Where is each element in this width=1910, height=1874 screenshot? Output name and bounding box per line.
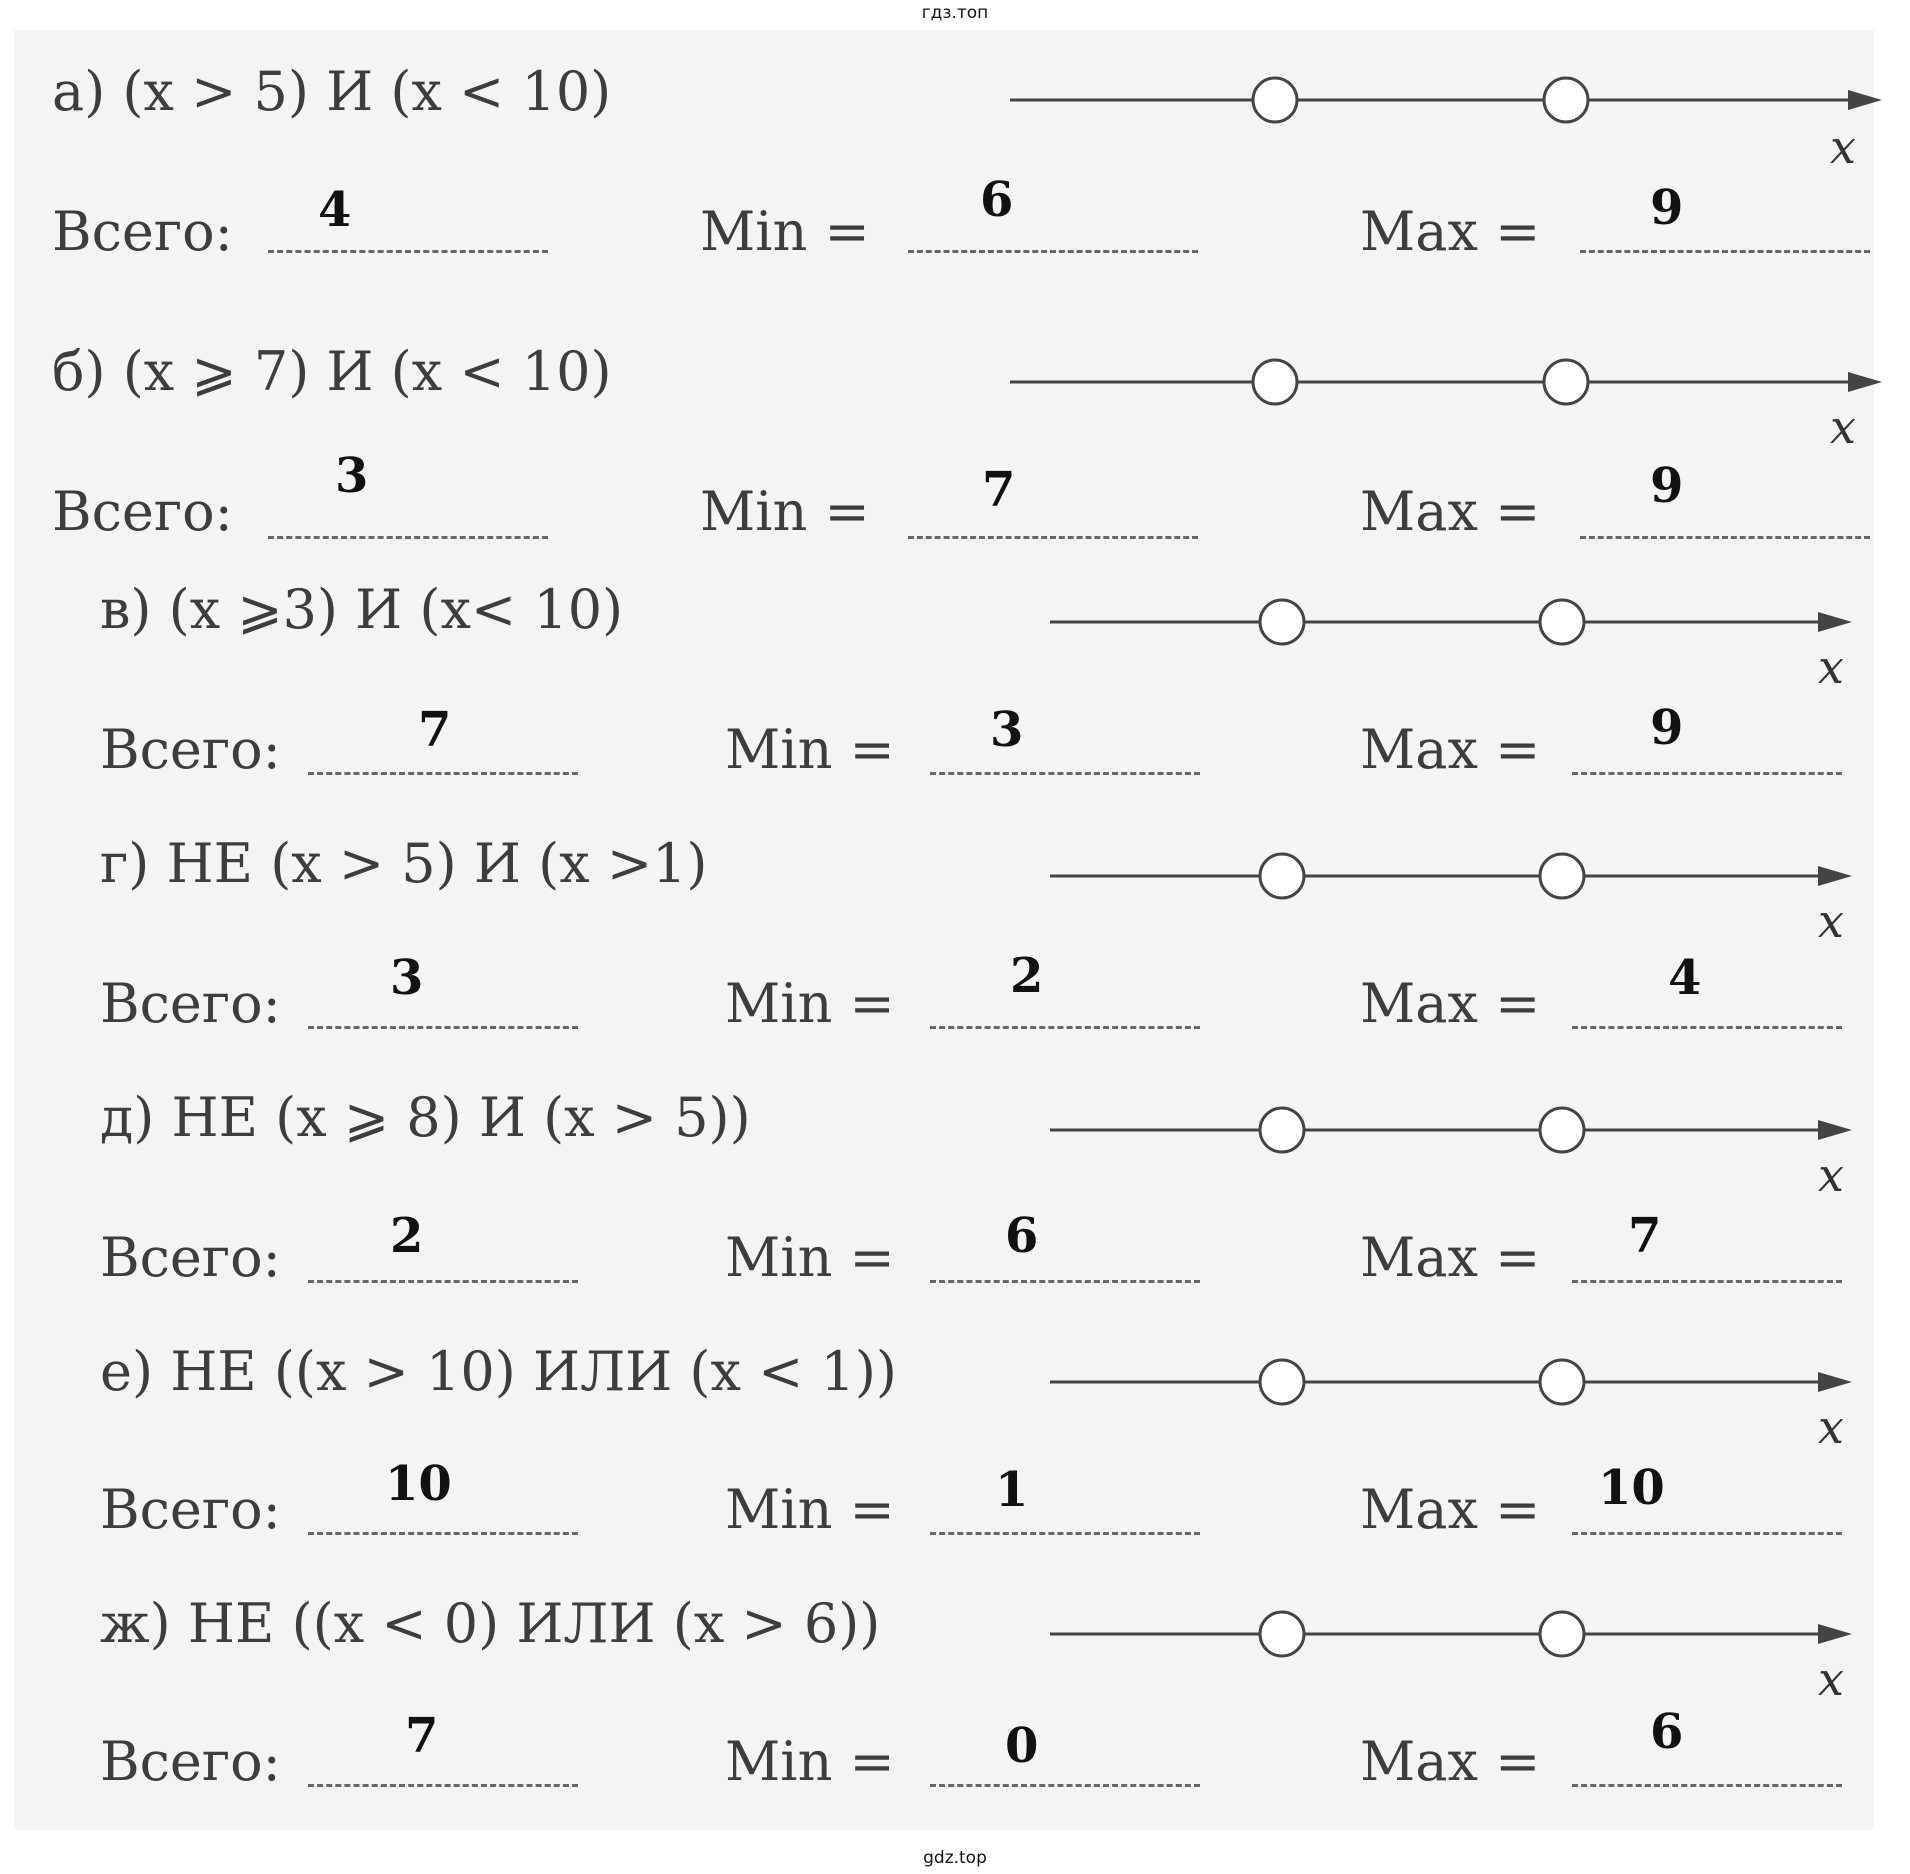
max-blank-b bbox=[1580, 536, 1870, 539]
number-line-a bbox=[1010, 70, 1890, 130]
min-answer-b: 7 bbox=[982, 462, 1016, 518]
number-line-zh bbox=[1050, 1604, 1860, 1664]
max-answer-e: 10 bbox=[1598, 1460, 1665, 1516]
total-blank-g bbox=[308, 1026, 578, 1029]
worksheet bbox=[14, 30, 1874, 1830]
total-answer-v: 7 bbox=[418, 702, 452, 758]
min-answer-g: 2 bbox=[1010, 948, 1044, 1004]
total-blank-v bbox=[308, 772, 578, 775]
total-blank-zh bbox=[308, 1784, 578, 1787]
max-blank-g bbox=[1572, 1026, 1842, 1029]
min-label-g: Min = bbox=[725, 972, 895, 1035]
number-line-e bbox=[1050, 1352, 1860, 1412]
site-footer: gdz.top bbox=[923, 1848, 987, 1868]
axis-label-e: x bbox=[1818, 1400, 1844, 1454]
axis-label-a: x bbox=[1830, 120, 1856, 174]
min-label-b: Min = bbox=[700, 480, 870, 543]
min-answer-d: 6 bbox=[1005, 1208, 1039, 1264]
axis-label-g: x bbox=[1818, 894, 1844, 948]
expression-a: а) (x > 5) И (x < 10) bbox=[52, 60, 612, 123]
max-blank-e bbox=[1572, 1532, 1842, 1535]
max-blank-a bbox=[1580, 250, 1870, 253]
expression-e: е) НЕ ((x > 10) ИЛИ (x < 1)) bbox=[100, 1340, 897, 1403]
max-label-g: Max = bbox=[1360, 972, 1541, 1035]
total-answer-b: 3 bbox=[335, 448, 369, 504]
axis-label-b: x bbox=[1830, 400, 1856, 454]
max-label-b: Max = bbox=[1360, 480, 1541, 543]
axis-label-d: x bbox=[1818, 1148, 1844, 1202]
min-blank-g bbox=[930, 1026, 1200, 1029]
total-blank-a bbox=[268, 250, 548, 253]
total-blank-b bbox=[268, 536, 548, 539]
total-blank-d bbox=[308, 1280, 578, 1283]
min-label-e: Min = bbox=[725, 1478, 895, 1541]
expression-d: д) НЕ (x ⩾ 8) И (x > 5)) bbox=[100, 1086, 751, 1149]
min-blank-d bbox=[930, 1280, 1200, 1283]
total-label-a: Всего: bbox=[52, 200, 233, 263]
max-answer-b: 9 bbox=[1650, 458, 1684, 514]
total-answer-d: 2 bbox=[390, 1208, 424, 1264]
total-blank-e bbox=[308, 1532, 578, 1535]
max-blank-zh bbox=[1572, 1784, 1842, 1787]
max-label-d: Max = bbox=[1360, 1226, 1541, 1289]
max-answer-d: 7 bbox=[1628, 1208, 1662, 1264]
max-blank-v bbox=[1572, 772, 1842, 775]
expression-g: г) НЕ (x > 5) И (x >1) bbox=[100, 832, 708, 895]
number-line-d bbox=[1050, 1100, 1860, 1160]
min-blank-b bbox=[908, 536, 1198, 539]
min-blank-v bbox=[930, 772, 1200, 775]
max-answer-a: 9 bbox=[1650, 180, 1684, 236]
min-label-a: Min = bbox=[700, 200, 870, 263]
total-label-zh: Всего: bbox=[100, 1730, 281, 1793]
min-blank-e bbox=[930, 1532, 1200, 1535]
min-label-zh: Min = bbox=[725, 1730, 895, 1793]
total-label-d: Всего: bbox=[100, 1226, 281, 1289]
max-answer-g: 4 bbox=[1668, 950, 1702, 1006]
max-answer-zh: 6 bbox=[1650, 1704, 1684, 1760]
site-header: гдз.топ bbox=[921, 3, 989, 23]
max-label-v: Max = bbox=[1360, 718, 1541, 781]
total-answer-e: 10 bbox=[385, 1456, 452, 1512]
axis-label-zh: x bbox=[1818, 1652, 1844, 1706]
expression-b: б) (x ⩾ 7) И (x < 10) bbox=[52, 340, 612, 403]
expression-v: в) (x ⩾3) И (x< 10) bbox=[100, 578, 624, 641]
total-label-v: Всего: bbox=[100, 718, 281, 781]
min-answer-zh: 0 bbox=[1005, 1718, 1039, 1774]
max-blank-d bbox=[1572, 1280, 1842, 1283]
min-answer-e: 1 bbox=[995, 1462, 1029, 1518]
max-answer-v: 9 bbox=[1650, 700, 1684, 756]
expression-zh: ж) НЕ ((x < 0) ИЛИ (x > 6)) bbox=[100, 1592, 881, 1655]
min-label-v: Min = bbox=[725, 718, 895, 781]
min-answer-a: 6 bbox=[980, 172, 1014, 228]
total-label-g: Всего: bbox=[100, 972, 281, 1035]
max-label-a: Max = bbox=[1360, 200, 1541, 263]
number-line-v bbox=[1050, 592, 1860, 652]
max-label-e: Max = bbox=[1360, 1478, 1541, 1541]
axis-label-v: x bbox=[1818, 640, 1844, 694]
min-blank-zh bbox=[930, 1784, 1200, 1787]
total-answer-a: 4 bbox=[318, 182, 352, 238]
max-label-zh: Max = bbox=[1360, 1730, 1541, 1793]
total-answer-zh: 7 bbox=[405, 1708, 439, 1764]
number-line-b bbox=[1010, 352, 1890, 412]
min-answer-v: 3 bbox=[990, 702, 1024, 758]
min-blank-a bbox=[908, 250, 1198, 253]
total-label-e: Всего: bbox=[100, 1478, 281, 1541]
total-answer-g: 3 bbox=[390, 950, 424, 1006]
total-label-b: Всего: bbox=[52, 480, 233, 543]
min-label-d: Min = bbox=[725, 1226, 895, 1289]
number-line-g bbox=[1050, 846, 1860, 906]
